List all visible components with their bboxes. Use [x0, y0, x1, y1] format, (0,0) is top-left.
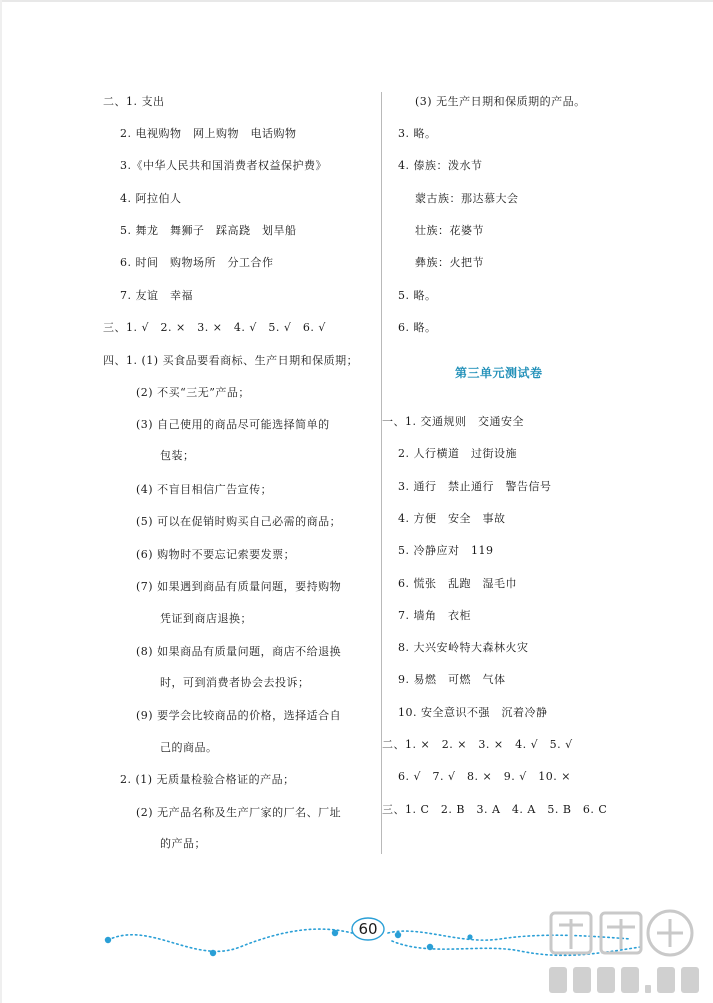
- answer-line: 包装；: [160, 449, 195, 462]
- answer-line: 7. 墙角 衣柜: [398, 609, 471, 622]
- answer-line: 5. 舞龙 舞狮子 踩高跷 划旱船: [120, 224, 297, 237]
- answer-line: (5) 可以在促销时购买自己必需的商品；: [136, 515, 342, 528]
- answer-line: 一、1. 交通规则 交通安全: [382, 415, 524, 428]
- answer-line: 二、1. 支出: [103, 95, 165, 108]
- answer-line: 四、1. (1) 买食品要看商标、生产日期和保质期；: [103, 354, 359, 367]
- answer-line: 凭证到商店退换；: [160, 612, 252, 625]
- answer-line: (3) 无生产日期和保质期的产品。: [415, 95, 586, 108]
- answer-line: (6) 购物时不要忘记索要发票；: [136, 548, 296, 561]
- answer-line: (4) 不盲目相信广告宣传；: [136, 483, 273, 496]
- answer-line: 3. 通行 禁止通行 警告信号: [398, 480, 552, 493]
- answer-line: (7) 如果遇到商品有质量问题，要持购物: [136, 580, 342, 593]
- answer-line: 彝族：火把节: [415, 256, 484, 269]
- answer-line: 2. (1) 无质量检验合格证的产品；: [120, 773, 295, 786]
- answer-line: 三、1. C 2. B 3. A 4. A 5. B 6. C: [382, 803, 608, 816]
- answer-line: 2. 电视购物 网上购物 电话购物: [120, 127, 297, 140]
- answer-line: (2) 不买“三无”产品；: [136, 386, 250, 399]
- answer-line: 己的商品。: [160, 741, 218, 754]
- answer-line: 5. 略。: [398, 289, 437, 302]
- page-number: 60: [358, 920, 378, 938]
- answer-line: (8) 如果商品有质量问题，商店不给退换: [136, 645, 342, 658]
- answer-line: 4. 方便 安全 事故: [398, 512, 506, 525]
- answer-line: 8. 大兴安岭特大森林火灾: [398, 641, 529, 654]
- answer-line: 时，可到消费者协会去投诉；: [160, 676, 310, 689]
- answer-line: 的产品；: [160, 837, 206, 850]
- answer-line: 4. 阿拉伯人: [120, 192, 182, 205]
- watermark-logo: [545, 905, 705, 1003]
- answer-line: 10. 安全意识不强 沉着冷静: [398, 706, 548, 719]
- answer-line: 2. 人行横道 过街设施: [398, 447, 517, 460]
- answer-line: 6. 略。: [398, 321, 437, 334]
- answer-line: 6. 慌张 乱跑 湿毛巾: [398, 577, 517, 590]
- answer-line: (2) 无产品名称及生产厂家的厂名、厂址: [136, 806, 342, 819]
- answer-line: 4. 傣族：泼水节: [398, 159, 483, 172]
- answer-line: 3. 略。: [398, 127, 437, 140]
- answer-line: 7. 友谊 幸福: [120, 289, 193, 302]
- answer-line: 5. 冷静应对 119: [398, 544, 494, 557]
- answer-line: 9. 易燃 可燃 气体: [398, 673, 506, 686]
- answer-line: 蒙古族：那达慕大会: [415, 192, 519, 205]
- answer-line: (3) 自己使用的商品尽可能选择简单的: [136, 418, 330, 431]
- answer-line: 三、1. √ 2. × 3. × 4. √ 5. √ 6. √: [103, 321, 326, 334]
- answer-line: 6. √ 7. √ 8. × 9. √ 10. ×: [398, 770, 571, 783]
- answer-line: 3.《中华人民共和国消费者权益保护费》: [120, 159, 327, 172]
- answer-line: 二、1. × 2. × 3. × 4. √ 5. √: [382, 738, 573, 751]
- section-title: 第三单元测试卷: [455, 366, 543, 380]
- answer-line: 6. 时间 购物场所 分工合作: [120, 256, 274, 269]
- answer-line: 壮族：花婆节: [415, 224, 484, 237]
- answer-line: (9) 要学会比较商品的价格，选择适合自: [136, 709, 342, 722]
